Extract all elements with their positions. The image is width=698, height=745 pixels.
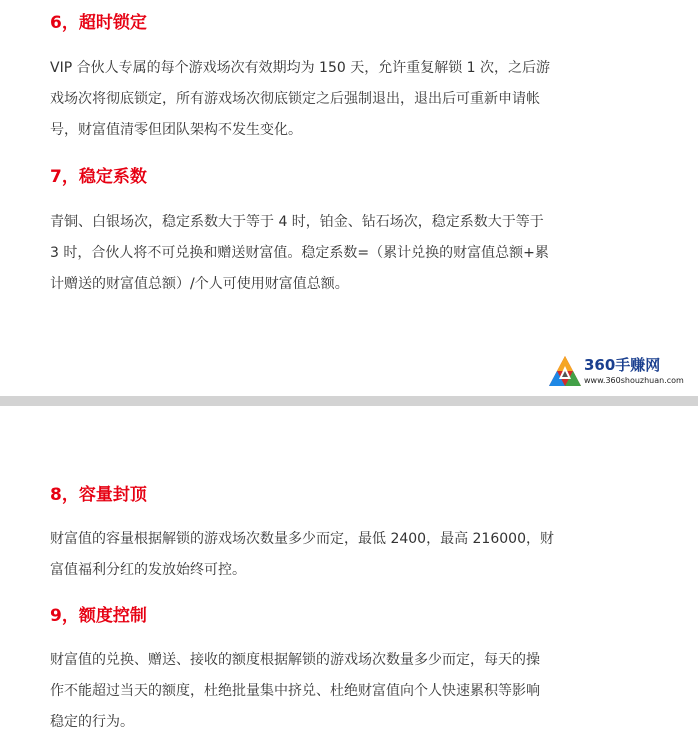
paragraph-line: 财富值的容量根据解锁的游戏场次数量多少而定，最低 2400，最高 216000，财	[50, 531, 554, 547]
triangle-logo-icon	[548, 355, 582, 387]
paragraph-line: VIP 合伙人专属的每个游戏场次有效期均为 150 天，允许重复解锁 1 次，之后游	[50, 60, 551, 76]
site-watermark	[548, 355, 698, 391]
section-8-paragraph	[50, 524, 635, 586]
paragraph-line: 3 时，合伙人将不可兑换和赠送财富值。稳定系数=（累计兑换的财富值总额+累	[50, 245, 549, 261]
section-9-heading: 9，额度控制	[50, 606, 147, 626]
watermark-site-url: www.360shouzhuan.com	[584, 376, 684, 385]
paragraph-line: 号，财富值清零但团队架构不发生变化。	[50, 122, 302, 138]
paragraph-line: 财富值的兑换、赠送、接收的额度根据解锁的游戏场次数量多少而定，每天的操	[50, 652, 540, 668]
watermark-site-name: 360手赚网	[584, 356, 661, 374]
section-7-paragraph	[50, 207, 635, 300]
document-page-bottom	[0, 406, 698, 745]
paragraph-line: 计赠送的财富值总额）/个人可使用财富值总额。	[50, 276, 349, 292]
page-divider	[0, 396, 698, 406]
section-6-paragraph	[50, 53, 635, 146]
paragraph-line: 作不能超过当天的额度，杜绝批量集中挤兑、杜绝财富值向个人快速累积等影响	[50, 683, 540, 699]
paragraph-line: 富值福利分红的发放始终可控。	[50, 562, 246, 578]
paragraph-line: 戏场次将彻底锁定，所有游戏场次彻底锁定之后强制退出，退出后可重新申请帐	[50, 91, 540, 107]
paragraph-line: 青铜、白银场次，稳定系数大于等于 4 时，铂金、钻石场次，稳定系数大于等于	[50, 214, 544, 230]
section-7-heading: 7，稳定系数	[50, 167, 147, 187]
paragraph-line: 稳定的行为。	[50, 714, 134, 730]
section-8-heading: 8，容量封顶	[50, 485, 147, 505]
section-6-heading: 6，超时锁定	[50, 13, 147, 33]
section-9-paragraph	[50, 645, 635, 738]
